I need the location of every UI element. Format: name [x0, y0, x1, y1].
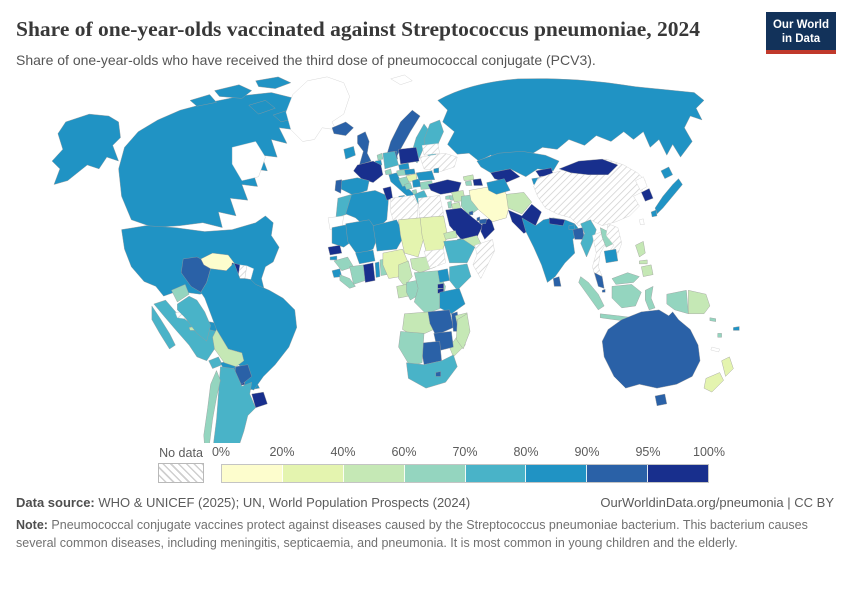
- map-region-indonesia[interactable]: [645, 286, 655, 309]
- chart-header: [0, 0, 850, 68]
- map-region-australia[interactable]: [602, 309, 700, 387]
- map-region-iceland[interactable]: [332, 121, 354, 135]
- map-region-new-zealand[interactable]: [704, 372, 724, 392]
- map-region-taiwan[interactable]: [639, 218, 644, 224]
- legend-tick: 90%: [574, 444, 600, 459]
- map-region-bhutan[interactable]: [569, 224, 575, 229]
- legend-bin-0-20[interactable]: [222, 465, 283, 482]
- chart-note: [16, 516, 834, 552]
- map-region-philippines[interactable]: [635, 241, 645, 257]
- page-title: Share of one-year-olds vaccinated against Streptococcus pneumoniae, 2024: [16, 17, 700, 41]
- map-region-slovakia[interactable]: [404, 168, 415, 174]
- map-region-papua-new-guinea[interactable]: [688, 290, 710, 313]
- map-region-canada[interactable]: [256, 76, 291, 88]
- chart-subtitle: Share of one-year-olds who have received the third dose of pneumococcal conjugate (PCV3).: [16, 51, 596, 68]
- map-region-israel[interactable]: [448, 201, 452, 208]
- legend-no-data-label: No data: [159, 445, 203, 460]
- data-source-label: Data source:: [16, 494, 95, 510]
- map-region-azerbaijan[interactable]: [473, 178, 483, 185]
- legend-gradient-bar: [221, 464, 709, 483]
- legend-tick: 40%: [330, 444, 356, 459]
- legend-tick: 20%: [269, 444, 295, 459]
- legend-tick: 95%: [635, 444, 661, 459]
- map-region-united-arab-emirates[interactable]: [479, 218, 487, 223]
- legend-bin-80-90[interactable]: [526, 465, 587, 482]
- map-region-singapore[interactable]: [602, 289, 605, 292]
- legend-tick: 60%: [391, 444, 417, 459]
- world-choropleth-map[interactable]: [0, 71, 850, 443]
- map-region-uganda[interactable]: [438, 268, 450, 282]
- map-region-lesotho[interactable]: [436, 371, 441, 376]
- map-region-namibia[interactable]: [399, 331, 424, 366]
- map-region-indonesia[interactable]: [612, 284, 641, 307]
- map-region-svalbard[interactable]: [391, 74, 413, 84]
- map-region-rwanda[interactable]: [438, 283, 444, 288]
- data-source-text: [16, 495, 470, 510]
- map-region-togo[interactable]: [375, 261, 380, 277]
- chart-footer: [0, 483, 850, 552]
- map-region-australia[interactable]: [655, 394, 667, 406]
- legend-tick: 70%: [452, 444, 478, 459]
- map-region-japan[interactable]: [655, 178, 682, 213]
- map-region-indonesia[interactable]: [667, 290, 689, 313]
- legend-bin-20-40[interactable]: [283, 465, 344, 482]
- owid-logo[interactable]: [766, 12, 836, 54]
- map-region-united-kingdom[interactable]: [357, 131, 371, 164]
- map-region-qatar[interactable]: [477, 216, 480, 220]
- map-region-ireland[interactable]: [344, 146, 356, 159]
- legend-no-data-swatch[interactable]: [158, 463, 204, 483]
- map-region-cambodia[interactable]: [604, 249, 618, 263]
- map-region-malaysia[interactable]: [594, 272, 604, 288]
- legend-color-bar: [211, 444, 725, 483]
- legend-tick: 80%: [513, 444, 539, 459]
- legend-tick: 0%: [211, 444, 231, 459]
- legend-tick: 100%: [693, 444, 725, 459]
- map-region-new-caledonia[interactable]: [711, 347, 720, 352]
- map-region-kenya[interactable]: [449, 263, 471, 289]
- map-region-russia[interactable]: [438, 78, 704, 161]
- map-region-japan[interactable]: [661, 166, 673, 178]
- map-region-east-malaysia[interactable]: [612, 272, 639, 284]
- map-region-canada[interactable]: [119, 92, 301, 227]
- map-region-poland[interactable]: [399, 147, 420, 164]
- map-region-romania[interactable]: [416, 170, 435, 180]
- map-region-sudan[interactable]: [420, 215, 447, 252]
- note-label: Note:: [16, 517, 48, 532]
- map-region-united-states[interactable]: [52, 114, 121, 184]
- map-region-armenia[interactable]: [465, 180, 472, 185]
- legend-bin-90-95[interactable]: [587, 465, 648, 482]
- data-source-value: WHO & UNICEF (2025); UN, World Population Prospects (2024): [94, 494, 471, 510]
- map-region-portugal[interactable]: [335, 179, 342, 193]
- owid-url-link[interactable]: OurWorldinData.org/pneumonia | CC BY: [600, 494, 834, 510]
- owid-logo-line2: in Data: [781, 32, 821, 45]
- map-region-philippines[interactable]: [639, 259, 647, 263]
- map-region-philippines[interactable]: [641, 264, 653, 276]
- map-region-japan[interactable]: [651, 210, 657, 217]
- map-region-south-korea[interactable]: [641, 188, 653, 201]
- map-region-guinea-bissau[interactable]: [330, 256, 337, 260]
- legend-bin-70-80[interactable]: [466, 465, 527, 482]
- map-region-senegal[interactable]: [328, 245, 342, 255]
- map-region-belarus[interactable]: [422, 143, 440, 155]
- map-region-new-zealand[interactable]: [722, 356, 734, 376]
- legend-bin-40-60[interactable]: [344, 465, 405, 482]
- map-region-switzerland[interactable]: [385, 168, 392, 174]
- map-region-solomon-islands[interactable]: [710, 317, 716, 321]
- map-region-sri-lanka[interactable]: [553, 276, 561, 286]
- map-region-moldova[interactable]: [434, 167, 439, 172]
- owid-logo-line1: Our World: [772, 19, 829, 31]
- map-region-netherlands[interactable]: [377, 153, 383, 160]
- note-text: Pneumococcal conjugate vaccines protect against diseases caused by the Streptococcus pneumoniae bacterium. This bacterium causes several common diseases, including meningitis, septicaemia, and pneumonia. It is most common in young children and the elderly.: [16, 517, 808, 550]
- map-region-georgia[interactable]: [463, 174, 474, 180]
- map-region-somalia[interactable]: [473, 239, 495, 278]
- legend-no-data[interactable]: [158, 446, 204, 483]
- map-region-tanzania[interactable]: [440, 288, 465, 313]
- map-region-fiji[interactable]: [733, 326, 739, 330]
- legend-bin-60-70[interactable]: [405, 465, 466, 482]
- map-region-vanuatu[interactable]: [718, 333, 722, 337]
- map-legend: [158, 445, 850, 483]
- legend-bin-95-100[interactable]: [648, 465, 708, 482]
- map-region-ghana[interactable]: [363, 262, 375, 282]
